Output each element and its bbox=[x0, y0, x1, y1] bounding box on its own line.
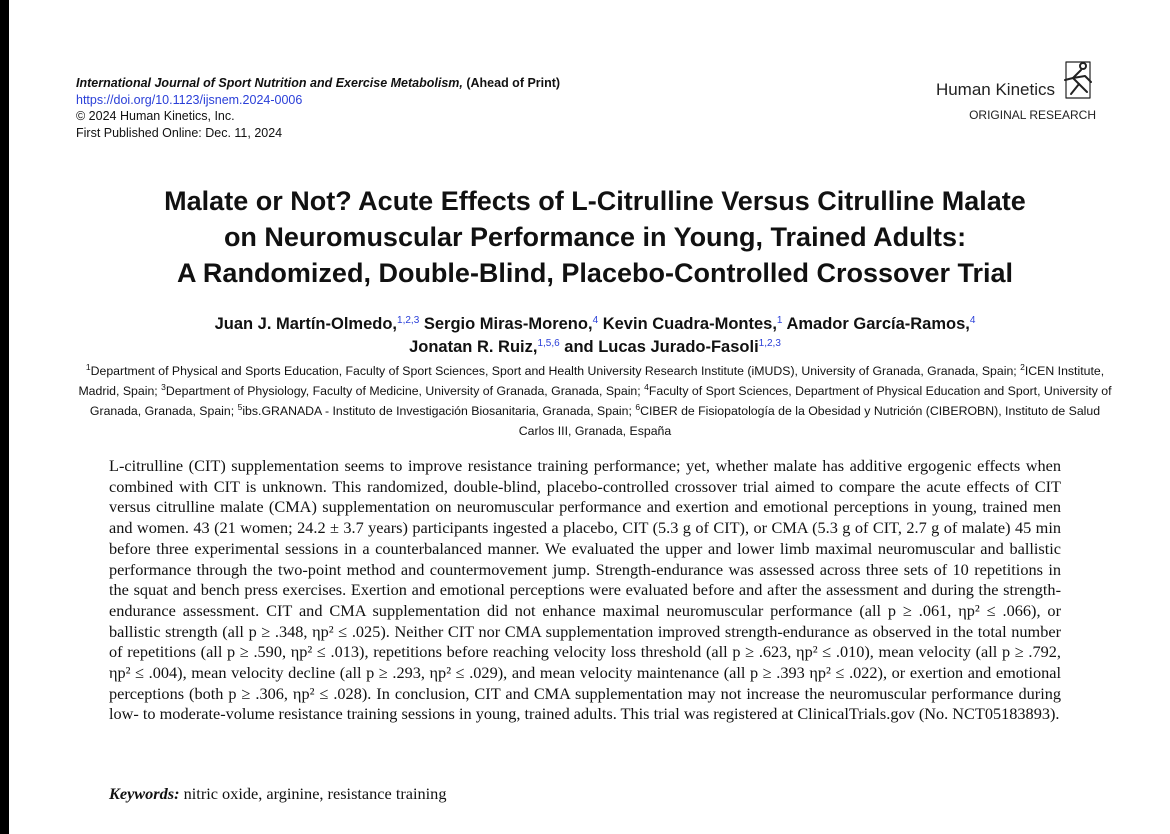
affiliation-text: CIBER de Fisiopatología de la Obesidad y Nutrición (CIBEROBN), Instituto de Salud Carlos III, Granada, España bbox=[518, 404, 1101, 438]
author-affiliation-ref[interactable]: 4 bbox=[969, 315, 976, 326]
author-affiliation-ref[interactable]: 1,5,6 bbox=[537, 338, 560, 349]
author-name: Juan J. Martín-Olmedo, bbox=[214, 315, 398, 333]
author-name: Sergio Miras-Moreno, bbox=[423, 315, 593, 333]
article-page bbox=[20, 0, 1170, 834]
affiliation-number: 2 bbox=[1020, 362, 1025, 372]
publisher-logo-row bbox=[936, 58, 1095, 102]
author-affiliation-ref[interactable]: 1,2,3 bbox=[758, 338, 781, 349]
journal-title: International Journal of Sport Nutrition and Exercise Metabolism, bbox=[76, 76, 463, 90]
affiliation-number: 5 bbox=[237, 402, 243, 412]
title-line: on Neuromuscular Performance in Young, Trained Adults: bbox=[223, 222, 967, 252]
keywords-text: nitric oxide, arginine, resistance training bbox=[183, 784, 447, 803]
author-line bbox=[20, 313, 1170, 336]
author-affiliation-ref[interactable]: 4 bbox=[592, 315, 599, 326]
abstract bbox=[109, 456, 1061, 725]
author-name: Amador García-Ramos, bbox=[786, 315, 970, 333]
affiliation-text: Department of Physical and Sports Education, Faculty of Sport Sciences, Sport and Health University Research Institute (iMUDS), University of Granada, Granada, Spain; bbox=[90, 364, 1021, 378]
journal-title-line bbox=[76, 75, 776, 92]
affiliation-text: Department of Physiology, Faculty of Medicine, University of Granada, Granada, Spain; bbox=[165, 384, 645, 398]
affiliations bbox=[75, 361, 1115, 441]
author-affiliation-ref[interactable]: 1,2,3 bbox=[397, 315, 420, 326]
human-kinetics-logo-icon bbox=[1061, 58, 1095, 102]
copyright: © 2024 Human Kinetics, Inc. bbox=[76, 109, 235, 123]
affiliation-text: ICEN Institute, Madrid, Spain; bbox=[78, 364, 1105, 398]
keywords bbox=[109, 784, 1061, 804]
affiliation-number: 1 bbox=[85, 362, 91, 372]
keywords-label: Keywords: bbox=[109, 784, 180, 803]
title-line: A Randomized, Double-Blind, Placebo-Controlled Crossover Trial bbox=[176, 258, 1014, 288]
affiliation-text: ibs.GRANADA - Instituto de Investigación Biosanitaria, Granada, Spain; bbox=[242, 404, 636, 418]
author-name: and Lucas Jurado-Fasoli bbox=[564, 338, 759, 356]
publication-date: First Published Online: Dec. 11, 2024 bbox=[76, 125, 283, 140]
doi-link[interactable]: https://doi.org/10.1123/ijsnem.2024-0006 bbox=[76, 92, 303, 107]
title-line: Malate or Not? Acute Effects of L-Citrulline Versus Citrulline Malate bbox=[164, 186, 1026, 216]
affiliation-number: 4 bbox=[644, 382, 649, 392]
author-line bbox=[20, 336, 1170, 359]
publisher-name: Human Kinetics bbox=[935, 80, 1055, 99]
article-title bbox=[20, 183, 1170, 291]
author-affiliation-ref[interactable]: 1 bbox=[776, 315, 783, 326]
affiliation-number: 3 bbox=[161, 382, 166, 392]
author-name: Kevin Cuadra-Montes, bbox=[602, 315, 777, 333]
left-edge-border bbox=[0, 0, 9, 834]
affiliation-number: 6 bbox=[635, 402, 641, 412]
author-name: Jonatan R. Ruiz, bbox=[409, 338, 538, 356]
journal-header bbox=[76, 75, 776, 141]
article-section: ORIGINAL RESEARCH bbox=[969, 108, 1096, 122]
affiliation-text: Faculty of Sport Sciences, Department of Physical Education and Sport, University of Granada, Granada, Spain; bbox=[89, 384, 1112, 418]
author-list bbox=[20, 313, 1170, 359]
abstract-text: L-citrulline (CIT) supplementation seems to improve resistance training performance; yet, whether malate has additive ergogenic effects when combined with CIT is unknown. This randomized, double-blind, placebo-controlled crossover trial aimed to compare the acute effects of CIT versus citrulline malate (CMA) supplementation on neuromuscular performance and exertion and emotional perceptions in young, trained men and women. 43 (21 women; 24.2 ± 3.7 years) participants ingested a placebo, CIT (5.3 g of CIT), or CMA (5.3 g of CIT, 2.7 g of malate) 45 min before three experimental sessions in a counterbalanced manner. We evaluated the upper and lower limb maximal neuromuscular and ballistic performance through the two-point method and countermovement jump. Strength-endurance was assessed across three sets of 10 repetitions in the squat and bench press exercises. Exertion and emotional perceptions were evaluated before and after the assessment and during the strength-endurance assessment. CIT and CMA supplementation did not enhance maximal neuromuscular performance (all p ≥ .061, ηp² ≤ .066), or ballistic strength (all p ≥ .348, ηp² ≤ .025). Neither CIT nor CMA supplementation improved strength-endurance as observed in the total number of repetitions (all p ≥ .590, ηp² ≤ .013), repetitions before reaching velocity loss threshold (all p ≥ .623, ηp² ≤ .010), mean velocity (all p ≥ .792, ηp² ≤ .004), mean velocity decline (all p ≥ .293, ηp² ≤ .029), and mean velocity maintenance (all p ≥ .393 ηp² ≤ .022), or exertion and emotional perceptions (both p ≥ .306, ηp² ≤ .028). In conclusion, CIT and CMA supplementation may not increase the neuromuscular performance during low- to moderate-volume resistance training sessions in young, trained adults. This trial was registered at ClinicalTrials.gov (No. NCT05183893). bbox=[109, 456, 1061, 724]
journal-status: (Ahead of Print) bbox=[466, 76, 561, 90]
